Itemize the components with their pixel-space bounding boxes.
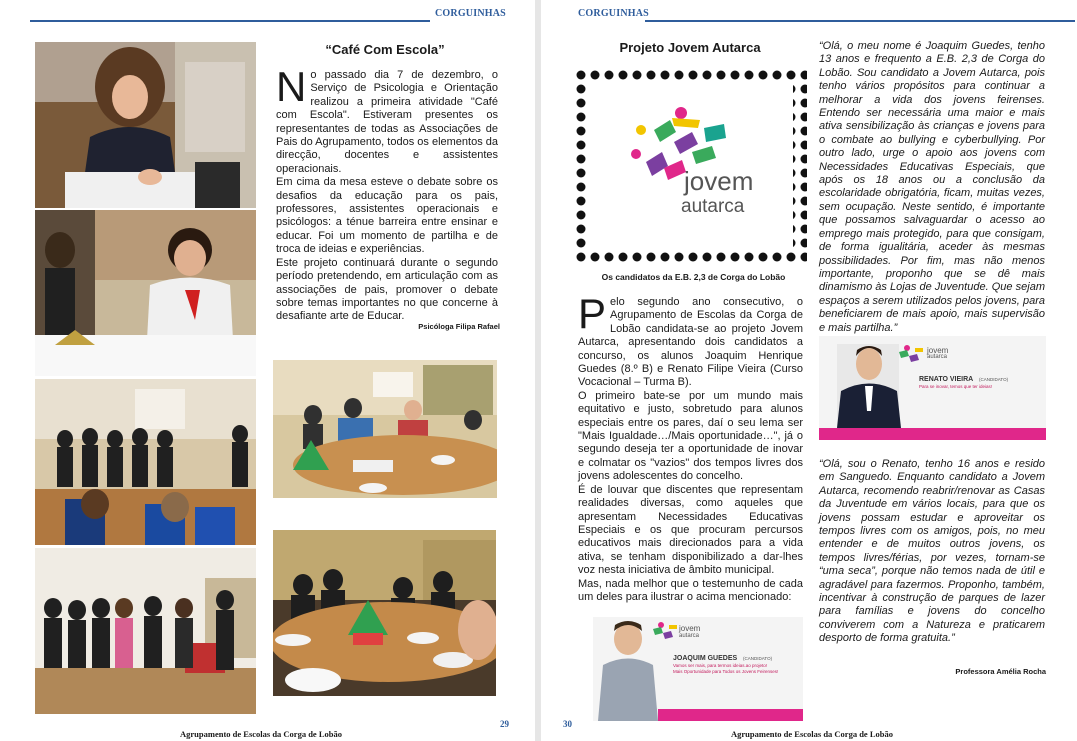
- header-rule: [30, 20, 430, 22]
- signature-teacher: Professora Amélia Rocha: [955, 667, 1046, 676]
- photo-girl-signing: [35, 42, 256, 208]
- poster-slogan: Para se inovar, temos que ter ideias!: [919, 384, 993, 389]
- footer-right: Agrupamento de Escolas da Corga de Lobão: [731, 729, 893, 739]
- poster-renato: [819, 336, 1046, 440]
- header-right: [575, 6, 1045, 22]
- right-page: [541, 0, 1077, 741]
- photo-boy-signing: [35, 210, 256, 376]
- photo-students-presenting: [35, 548, 256, 714]
- paragraph-1: o passado dia 7 de dezembro, o Serviço de Psicologia e Orientação realizou a primeira atividade "Café com Escola". Estiveram presentes os representantes de todas as Associações de Pais do Agrupamento, todos os elementos da direcção, docentes e assistentes operacionais.: [276, 69, 498, 175]
- paragraph-2: Em cima da mesa esteve o debate sobre os desafios da educação para os pais, professores, assistentes operacionais e psicólogos: a ténue barreira entre ensinar e educar. Foi um momento de partilha e de troca de ideias e experiências.: [276, 176, 498, 256]
- photo-meeting-table: [273, 360, 497, 498]
- paragraph-3: Este projeto continuará durante o segundo período pretendendo, em articulação com as associações de pais, promover o debate sobre temas importantes no que concerne à desafiante arte de Educar.: [276, 256, 498, 323]
- paragraph-1: elo segundo ano consecutivo, o Agrupamento de Escolas da Corga de Lobão candidata-se ao projeto Jovem Autarca, apresentando dois candidatos a concurso, os alunos Joaquim Henrique Guedes (8.º B) e Renato Filipe Vieira (Curso Vocacional – Turma B).: [578, 296, 803, 389]
- poster-name: RENATO VIEIRA: [919, 376, 974, 383]
- signature-psychologist: Psicóloga Filipa Rafael: [418, 322, 500, 331]
- logo-caption: Os candidatos da E.B. 2,3 de Corga do Lobão: [601, 272, 786, 282]
- page-number-right: 30: [563, 719, 572, 729]
- quote-joaquim: “Olá, o meu nome é Joaquim Guedes, tenho 13 anos e frequento a E.B. 2,3 de Corga do Lobão. Sou candidato a Jovem Autarca, pois tenho vários propósitos para continuar a melhorar a vida dos jovens feirenses. Entendo ser necessária uma maior e mais ativa sensibilização às crianças e jovens para o combate ao bullying e cyberbullying. Por outro lado, urge o apoio aos jovens com Necessidades Educativas Especiais, que após os 18 anos ou a conclusão da escolaridade obrigatória, ficam, muitas vezes, sem ocupação. Neste sentido, é importante que possamos salvaguardar o acesso ao emprego mais protegido, para que consigam, de forma igualitária, aceder às mesmas possibilidades. Por fim, mas não menos importante, proponho que se dê mais dinamismo às Lojas de Juventude. Que sejam espaços a serem utilizados pelos jovens, para beneficiarem de mais apoio, mais supervisão e mais partilha.”: [819, 40, 1045, 334]
- dropcap-p: P: [578, 290, 607, 337]
- poster-logo-autarca: autarca: [927, 354, 948, 360]
- quote-renato: “Olá, sou o Renato, tenho 16 anos e resido em Sanguedo. Enquanto candidato a Jovem Autarca, recomendo reabrir/renovar as Casas da Juventude em vários locais, para que os jovens possam estudar e aproveitar os tempos livres com os amigos, pois, no meu entender e de muitos outros jovens, os tempos livres/férias, por vezes, tornam-se “uma seca”, porque não temos nada de útil e agradável para fazermos. Proponho, também, incentivar à construção de parques de lazer para famílias e jovens do concelho conviverem com a Natureza e praticarem desporto de forma gratuita.”: [819, 458, 1045, 645]
- page-number-left: 29: [500, 719, 509, 729]
- poster-slogan-2: Mais Oportunidade para Todos os Jovens Feirenses!: [673, 669, 779, 674]
- jovem-autarca-logo-stamp: [574, 68, 807, 262]
- logo-word-autarca: autarca: [681, 196, 745, 217]
- logo-word-jovem: jovem: [684, 166, 754, 196]
- paragraph-3: É de louvar que discentes que representam realidades diversas, como aqueles que apresentam Necessidades Educativas Especiais e os que procuram percursos educativos mais direcionados para a vida ativa, se tenham disponibilizado a dar-lhes voz nesta iniciativa de âmbito municipal.: [578, 483, 803, 577]
- photo-group-audience: [35, 379, 256, 545]
- article-body-cafe: [276, 63, 498, 324]
- paragraph-2: O primeiro bate-se por um mundo mais equitativo e justo, sobretudo para alunos especiais entre os pares, daí o seu lema ser "Mais Igualdade…/Mais oportunidade…", já o segundo deseja ter a oportunidade de inovar e colmatar os "vazios" dos tempos livres dos jovens adolescentes do concelho.: [578, 389, 803, 483]
- paragraph-4: Mas, nada melhor que o testemunho de cada um deles para ilustrar o acima mencionado:: [578, 577, 803, 603]
- poster-name: JOAQUIM GUEDES: [673, 655, 738, 662]
- dropcap-n: N: [276, 63, 307, 110]
- poster-tag: (CANDIDATO): [743, 656, 773, 661]
- header-rule: [645, 20, 1075, 22]
- poster-logo-jovem: jovem: [679, 624, 701, 633]
- poster-slogan-1: Vamos ser mais, para termos ideias.ao projeto!: [673, 663, 767, 668]
- header-label: CORGUINHAS: [435, 8, 506, 19]
- poster-tag: (CANDIDATO): [979, 377, 1009, 382]
- footer-left: Agrupamento de Escolas da Corga de Lobão: [180, 729, 342, 739]
- poster-joaquim: [593, 617, 803, 721]
- article-title-jovem: Projeto Jovem Autarca: [619, 40, 761, 55]
- poster-logo-jovem: jovem: [927, 346, 949, 355]
- header-left: [30, 6, 506, 22]
- header-label: CORGUINHAS: [578, 8, 649, 19]
- poster-logo-autarca: autarca: [679, 633, 700, 639]
- left-page: [0, 0, 535, 741]
- article-body-jovem: [578, 290, 803, 604]
- article-title-cafe: “Café Com Escola”: [325, 42, 445, 57]
- photo-cafe-table: [273, 530, 496, 696]
